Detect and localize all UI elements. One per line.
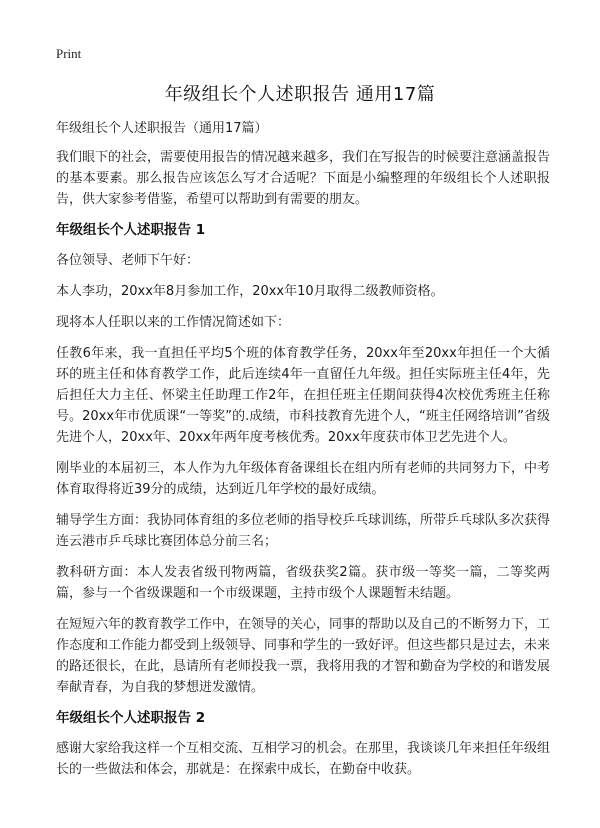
section-1-paragraph-6: 辅导学生方面：我协同体育组的多位老师的指导校乒乓球训练，所带乒乓球队多次获得连云港市乒乓球比赛团体总分前三名； [56, 513, 551, 549]
document-title: 年级组长个人述职报告 通用17篇 [164, 84, 436, 105]
section-1-paragraph-2: 本人李功，20xx年8月参加工作，20xx年10月取得二级教师资格。 [56, 284, 444, 299]
section-2-paragraph-1: 感谢大家给我这样一个互相交流、互相学习的机会。在那里，我谈谈几年来担任年级组长的一些做法和体会，那就是：在探索中成长，在勤奋中收获。 [56, 741, 551, 777]
document-body [56, 118, 550, 790]
section-1-paragraph-4: 任教6年来，我一直担任平均5个班的体育教学任务，20xx年至20xx年担任一个大循环的班主任和体育教学工作，此后连续4年一直留任九年级。担任实际班主任4年，先后担任大力主任、怀梁主任助理工作2年，在担任班主任期间获得4次校优秀班主任称号。20xx年市优质课“一等奖”的.成绩，市科技教育先进个人，“班主任网络培训”省级先进个人，20xx年、20xx年两年度考核优秀。20xx年度获市体卫艺先进个人。 [56, 346, 550, 445]
section-1-paragraph-8: 在短短六年的教育教学工作中，在领导的关心，同事的帮助以及自己的不断努力下，工作态度和工作能力都受到上级领导、同事和学生的一致好评。但这些都只是过去，未来的路还很长，在此，恳请所有老师投我一票，我将用我的才智和勤奋为学校的和谐发展奉献青春，为自我的梦想迸发激情。 [56, 617, 551, 695]
intro-paragraph: 我们眼下的社会，需要使用报告的情况越来越多，我们在写报告的时候要注意涵盖报告的基本要素。那么报告应该怎么写才合适呢？下面是小编整理的年级组长个人述职报告，供大家参考借鉴，希望可以帮助到有需要的朋友。 [56, 150, 551, 207]
section-heading-2: 年级组长个人述职报告 2 [56, 710, 206, 726]
document-subtitle: 年级组长个人述职报告（通用17篇） [56, 121, 268, 136]
print-link[interactable]: Print [56, 46, 82, 61]
section-1-paragraph-5: 刚毕业的本届初三，本人作为九年级体育备课组长在组内所有老师的共同努力下，中考体育取得将近39分的成绩，达到近几年学校的最好成绩。 [56, 461, 551, 497]
section-1-paragraph-1: 各位领导、老师下午好： [56, 253, 200, 268]
section-1-paragraph-3: 现将本人任职以来的工作情况简述如下： [56, 315, 291, 330]
section-1-paragraph-7: 教科研方面：本人发表省级刊物两篇，省级获奖2篇。获市级一等奖一篇，二等奖两篇，参与一个省级课题和一个市级课题，主持市级个人课题暂未结题。 [56, 565, 550, 601]
section-heading-1: 年级组长个人述职报告 1 [56, 222, 206, 238]
